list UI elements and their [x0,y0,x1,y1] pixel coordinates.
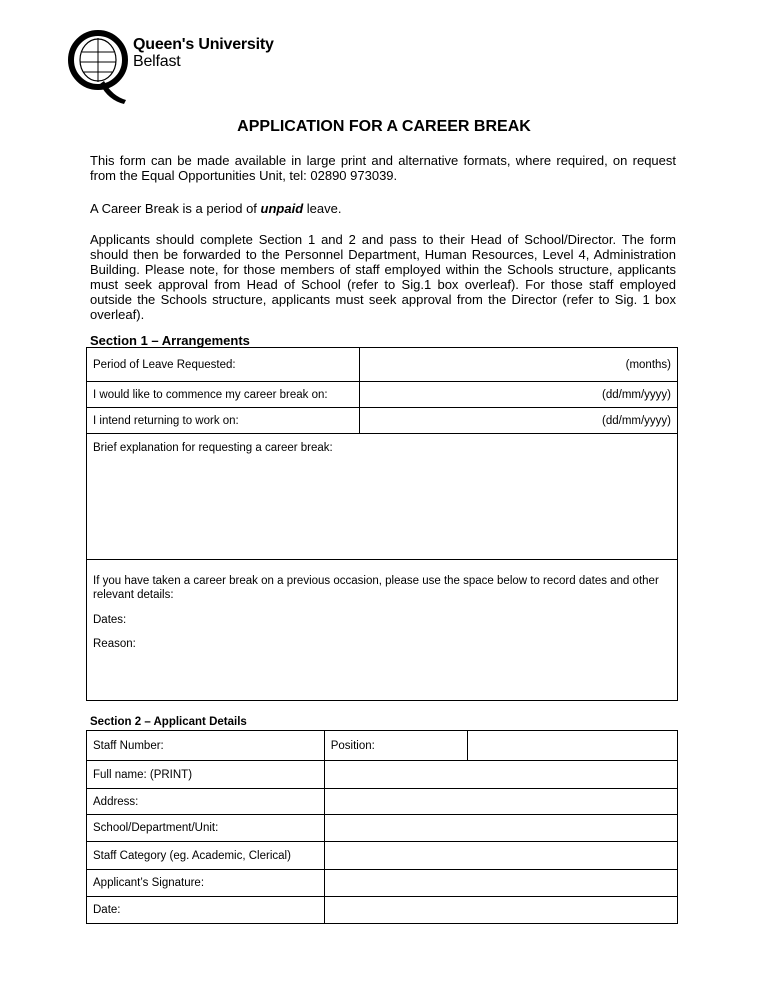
address-input[interactable] [324,789,677,815]
university-name [133,36,274,70]
commence-unit: (dd/mm/yyyy) [602,388,671,401]
applicant-details-table [86,730,678,924]
explanation-field[interactable] [87,434,678,560]
arrangements-table [86,347,678,701]
formats-paragraph: This form can be made available in large print and alternative formats, where required, on request from the Equal Opportunities Unit, tel: 02890 973039. [90,153,676,183]
full-name-input[interactable] [324,761,677,789]
previous-break-field[interactable] [87,560,678,701]
university-line1: Queen's University [133,36,274,53]
previous-label: If you have taken a career break on a previous occasion, please use the space below to record dates and other relevant details: [93,575,659,601]
table-row [87,761,678,789]
full-name-label: Full name: (PRINT) [87,761,325,789]
table-row [87,815,678,842]
position-input[interactable] [467,731,678,761]
commence-label: I would like to commence my career break on: [87,382,360,408]
date-input[interactable] [324,897,677,924]
section1-heading: Section 1 – Arrangements [90,333,250,348]
signature-label: Applicant’s Signature: [87,870,325,897]
definition-paragraph [90,201,676,216]
table-row [87,789,678,815]
staff-category-label: Staff Category (eg. Academic, Clerical) [87,842,325,870]
staff-category-input[interactable] [324,842,677,870]
table-row [87,408,678,434]
table-row [87,842,678,870]
signature-input[interactable] [324,870,677,897]
instructions-paragraph: Applicants should complete Section 1 and 2 and pass to their Head of School/Director. The form should then be forwarded to the Personnel Department, Human Resources, Level 4, Administration Building. Please note, for those members of staff employed within the Schools structure, applicants must seek approval from Head of School (refer to Sig.1 box overleaf). For those staff employed outside the Schools structure, applicants must seek approval from the Director (refer to Sig. 1 box overleaf). [90,232,676,322]
definition-after: leave. [303,201,342,216]
table-row [87,870,678,897]
section2-heading: Section 2 – Applicant Details [90,716,247,728]
definition-emphasis: unpaid [260,201,304,216]
dates-label: Dates: [93,614,127,626]
department-label: School/Department/Unit: [87,815,325,842]
period-label: Period of Leave Requested: [87,348,360,382]
period-unit: (months) [625,358,671,371]
reason-label: Reason: [93,638,136,650]
return-input[interactable] [359,408,677,434]
explanation-label: Brief explanation for requesting a career break: [93,442,333,454]
table-row [87,382,678,408]
return-label: I intend returning to work on: [87,408,360,434]
table-row [87,897,678,924]
return-unit: (dd/mm/yyyy) [602,414,671,427]
university-line2: Belfast [133,53,181,70]
address-label: Address: [87,789,325,815]
definition-before: A Career Break is a period of [90,201,261,216]
staff-number-label: Staff Number: [87,731,325,761]
date-label: Date: [87,897,325,924]
table-row [87,348,678,382]
position-label: Position: [324,731,467,761]
table-row [87,434,678,560]
form-title: APPLICATION FOR A CAREER BREAK [237,118,531,135]
table-row [87,560,678,701]
table-row [87,731,678,761]
period-input[interactable] [359,348,677,382]
commence-input[interactable] [359,382,677,408]
department-input[interactable] [324,815,677,842]
